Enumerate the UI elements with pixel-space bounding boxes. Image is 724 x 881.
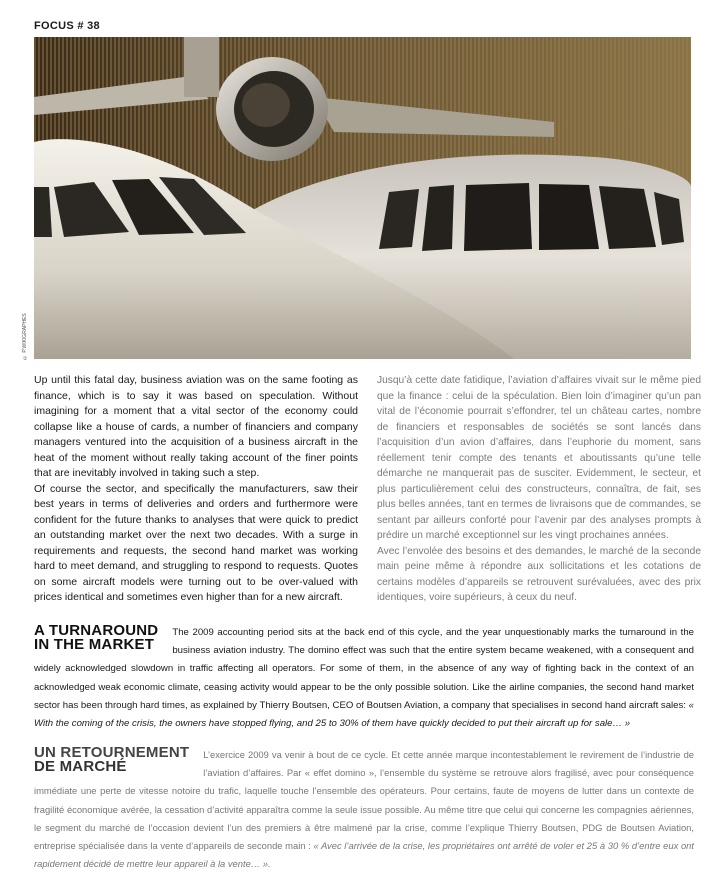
english-column <box>34 373 358 606</box>
english-paragraph-2: Of course the sector, and specifically the manufacturers, saw their best years in terms of deliveries and orders and furthermore were confident for the future thanks to analyses that were quick to predict an outstanding market over the next two decades. With a surge in requirements and requests, the second hand market was working hard to meet demand, and struggling to respond to requests. Quotes on some aircraft models were turning out to be over-valued with prices identical and sometimes even higher than for a new aircraft. <box>34 482 358 603</box>
section-quote-en: « With the coming of the crisis, the owners have stopped flying, and 25 to 30% of them have quickly decided to put their aircraft up for sale… » <box>34 699 694 730</box>
section-heading-turnaround <box>34 624 158 652</box>
section-retournement <box>34 746 694 873</box>
jet-aircraft-photo <box>34 37 691 359</box>
section-turnaround <box>34 624 694 733</box>
heading-line-1-fr: UN RETOURNEMENT <box>34 744 190 761</box>
section-heading-retournement <box>34 746 189 774</box>
french-paragraph-2: Avec l’envolée des besoins et des demandes, le marché de la seconde main peine même à répondre aux sollicitations et les cotations de certains modèles d’appareils se retrouvent surévaluées, avec des prix identiques, voire supérieurs, à ceux du neuf. <box>377 545 701 603</box>
heading-line-2: IN THE MARKET <box>34 636 155 653</box>
photo-credit: © P.WIKIGRAPHES <box>22 313 28 360</box>
section-body-en: The 2009 accounting period sits at the back end of this cycle, and the year unquestionably marks the turnaround in the business aviation industry. The domino effect was such that the entire system became weakened, with a consequent and widely acknowledged slowdown in traffic affecting all operators. For some of them, in the absence of any way of fighting back in the context of an acknowledged weak economic climate, ceasing activity would appear to be the only possible solution. Like the airline companies, the second hand market sector has been through hard times, as explained by Thierry Boutsen, CEO of Boutsen Aviation, a company that specialises in second hand aircraft sales: <box>34 627 694 711</box>
page-header: FOCUS # 38 <box>34 20 100 32</box>
heading-line-1: A TURNAROUND <box>34 622 159 639</box>
french-paragraph-1: Jusqu’à cette date fatidique, l’aviation d’affaires vivait sur le même pied que la finance : celui de la spéculation. Bien loin d’imaginer qu’un pan vital de l’économie pourrait s’effondrer, tel un château cartes, nombre de financiers et responsables de sociétés se sont lancés dans l’acquisition d’un avion d’affaires, dans l’euphorie du moment, sans réellement tenir compte des tenants et aboutissants qu’une telle démarche ne manquerait pas de susciter. Evidemment, le secteur, et plus particulièrement celui des constructeurs, connaîtra, de fait, ses plus belles années, tant en termes de livraisons que de commandes, se sentant par ailleurs conforté pour l’avenir par des analyses prompts à prédire un marché exceptionnel sur les vingt prochaines années. <box>377 375 701 541</box>
heading-line-2-fr: DE MARCHÉ <box>34 758 127 775</box>
french-column <box>377 373 701 606</box>
section-body-fr: L’exercice 2009 va venir à bout de ce cycle. Et cette année marque incontestablement le revirement de l’industrie de l’aviation d’affaires. Par « effet domino », l’ensemble du système se retrouve alors fragilisé, avec pour conséquence immédiate une perte de vitesse notoire du trafic, laquelle touche l’ensemble des opérateurs. Pour certains, faute de moyens de lutter dans un contexte de fragilité économique avérée, la cessation d’activité apparaîtra comme la seule issue possible. Au même titre que celui qui concerne les compagnies aériennes, le segment du marché de l’occasion devient l’un des premiers à être malmené par la crise, comme l’explique Thierry Boutsen, PDG de Boutsen Aviation, entreprise spécialisée dans la vente d’appareils de seconde main : <box>34 749 694 852</box>
english-paragraph-1: Up until this fatal day, business aviation was on the same footing as finance, which is to say it was based on speculation. Without imagining for a moment that a vital sector of the economy could collapse like a house of cards, a number of financiers and company managers ventured into the acquisition of a business aircraft in the heat of the moment without really taking account of the finer points that are inevitably involved in taking such a step. <box>34 374 358 479</box>
aircraft-illustration <box>34 37 691 359</box>
section-quote-fr: « Avec l’arrivée de la crise, les propriétaires ont arrêté de voler et 25 à 30 % d’entre eux ont rapidement décidé de mettre leur appareil à la vente… ». <box>34 840 694 870</box>
